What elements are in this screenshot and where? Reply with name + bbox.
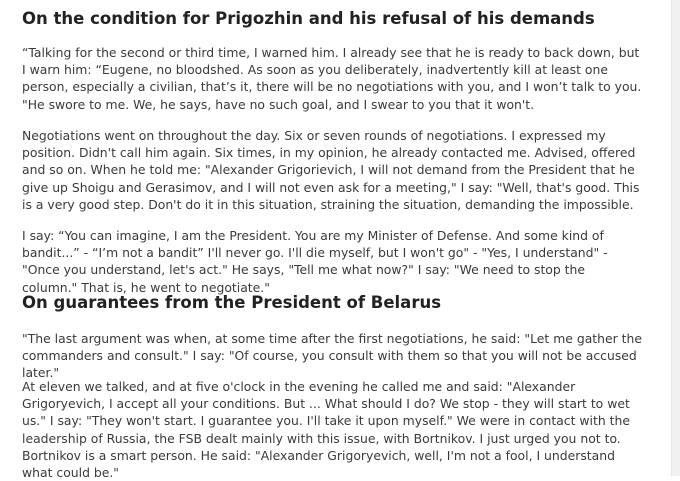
paragraph: "The last argument was when, at some time after the first negotiations, he said: "Let me gather the commanders and consult." I say: "Of course, you consult with them so that you will not be accused later." xyxy=(22,331,642,381)
paragraph: “Talking for the second or third time, I warned him. I already see that he is ready to back down, but I warn him: “Eugene, no bloodshed. As soon as you deliberately, inadvertently kill at least one person, especially a civilian, that’s it, there will be no negotiations with you, and I won’t talk to you. "He swore to me. We, he says, have no such goal, and I swear to you that it won't. xyxy=(22,45,642,112)
paragraph: I say: “You can imagine, I am the President. You are my Minister of Defense. And some kind of bandit...” - “I’m not a bandit” I'll never go. I'll die myself, but I won't go" - "Yes, I understand" - "Once you understand, let's act." He says, "Tell me what now?" I say: "We need to stop the column." That is, he went to negotiate." xyxy=(22,228,608,295)
vertical-scrollbar[interactable] xyxy=(671,0,680,476)
section-heading-guarantees: On guarantees from the President of Belarus xyxy=(22,293,442,312)
paragraph: At eleven we talked, and at five o'clock in the evening he called me and said: "Alexander Grigoryevich, I accept all your conditions. But ... What should I do? We stop - they will start to wet us." I say: "They won't start. I guarantee you. I'll take it upon myself." We were in contact with the leadership of Russia, the FSB dealt mainly with this issue, with Bortnikov. I just urged you not to. Bortnikov is a smart person. He said: "Alexander Grigoryevich, well, I'm not a fool, I understand what could be." xyxy=(22,379,630,481)
section-heading-condition: On the condition for Prigozhin and his refusal of his demands xyxy=(22,9,595,28)
paragraph: Negotiations went on throughout the day. Six or seven rounds of negotiations. I expressed my position. Didn't call him again. Six times, in my opinion, he already contacted me. Advised, offered and so on. When he told me: "Alexander Grigorievich, I will not demand from the President that he give up Shoigu and Gerasimov, and I will not even ask for a meeting," I say: "Well, that's good. This is a very good step. Don't do it in this situation, straining the situation, demanding the impossible. xyxy=(22,128,640,212)
